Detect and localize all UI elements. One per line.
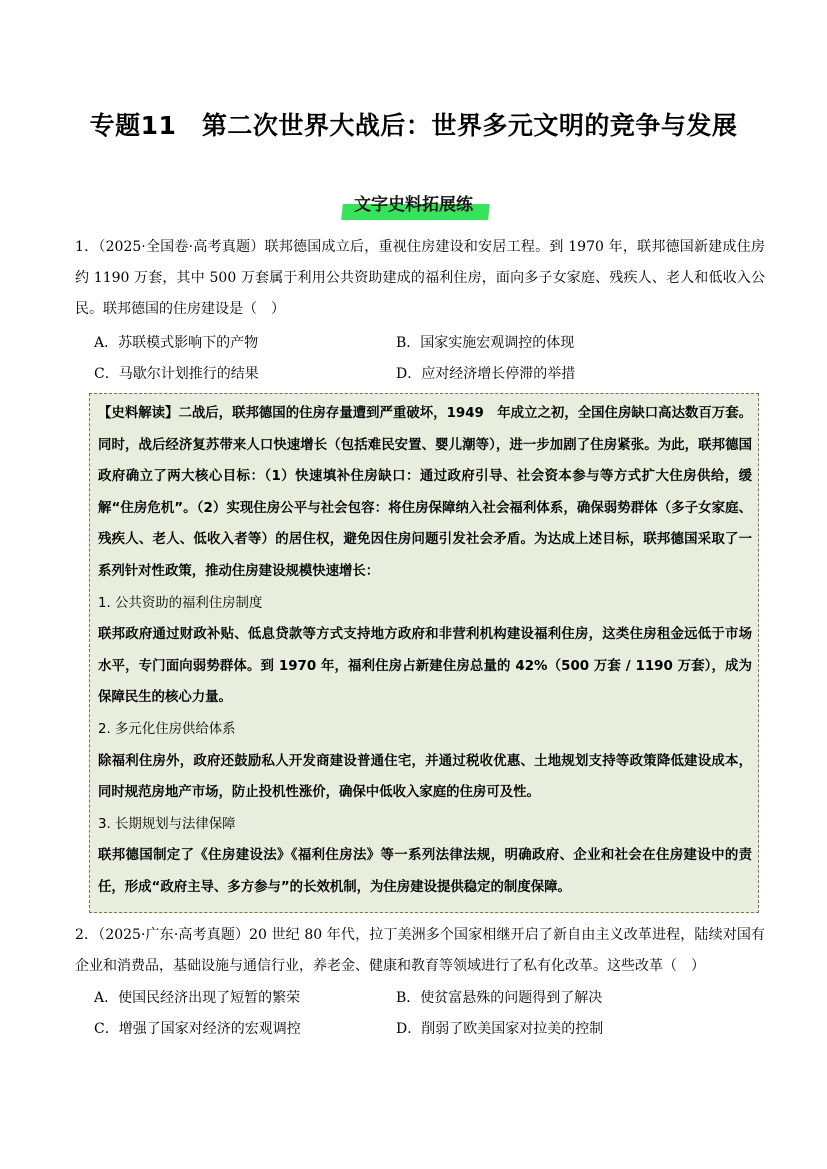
option-b[interactable]: B．国家实施宏观调控的体现 [396, 335, 575, 351]
section-header [0, 193, 827, 217]
question-1-options [94, 328, 754, 390]
option-d[interactable]: D．应对经济增长停滞的举措 [396, 366, 576, 382]
analysis-heading-1: 1. 公共资助的福利住房制度 [98, 595, 263, 611]
section-label-text: 文字史料拓展练 [354, 195, 473, 215]
option-c[interactable]: C．马歇尔计划推行的结果 [94, 366, 259, 382]
page-title: 专题11 第二次世界大战后：世界多元文明的竞争与发展 [89, 111, 738, 140]
analysis-para-2: 除福利住房外，政府还鼓励私人开发商建设普通住宅，并通过税收优惠、土地规划支持等政策降低建设成本，同时规范房地产市场，防止投机性涨价，确保中低收入家庭的住房可及性。 [98, 753, 752, 801]
source-analysis-box [89, 393, 759, 913]
option-c[interactable]: C．增强了国家对经济的宏观调控 [94, 1021, 301, 1037]
option-a[interactable]: A．使国民经济出现了短暂的繁荣 [94, 990, 301, 1006]
analysis-para-3: 联邦德国制定了《住房建设法》《福利住房法》等一系列法律法规，明确政府、企业和社会在住房建设中的责任，形成“政府主导、多方参与”的长效机制，为住房建设提供稳定的制度保障。 [98, 848, 752, 895]
analysis-intro: 【史料解读】二战后，联邦德国的住房存量遭到严重破坏，1949 年成立之初，全国住房缺口高达数百万套。同时，战后经济复苏带来人口快速增长（包括难民安置、婴儿潮等），进一步加剧了住房紧张。为此，联邦德国政府确立了两大核心目标：（1）快速填补住房缺口：通过政府引导、社会资本参与等方式扩大住房供给，缓解“住房危机”。（2）实现住房公平与社会包容：将住房保障纳入社会福利体系，确保弱势群体（多子女家庭、残疾人、老人、低收入者等）的居住权，避免因住房问题引发社会矛盾。为达成上述目标，联邦德国采取了一系列针对性政策，推动住房建设规模快速增长： [98, 406, 752, 579]
question-2-options [94, 983, 754, 1045]
option-a[interactable]: A．苏联模式影响下的产物 [94, 335, 259, 351]
analysis-heading-3: 3. 长期规划与法律保障 [98, 816, 236, 832]
option-d[interactable]: D．削弱了欧美国家对拉美的控制 [396, 1021, 604, 1037]
section-label [348, 193, 479, 217]
question-1-stem: 1．（2025·全国卷·高考真题）联邦德国成立后，重视住房建设和安居工程。到 1970 年，联邦德国新建成住房约 1190 万套，其中 500 万套属于利用公共资助建成的福利住房，面向多子女家庭、残疾人、老人和低收入公民。联邦德国的住房建设是（ ） [75, 239, 765, 317]
analysis-heading-2: 2. 多元化住房供给体系 [98, 721, 236, 737]
question-2-stem: 2．（2025·广东·高考真题）20 世纪 80 年代，拉丁美洲多个国家相继开启了新自由主义改革进程，陆续对国有企业和消费品，基础设施与通信行业，养老金、健康和教育等领域进行了私有化改革。这些改革（ ） [75, 927, 765, 974]
option-b[interactable]: B．使贫富悬殊的问题得到了解决 [396, 990, 603, 1006]
analysis-para-1: 联邦政府通过财政补贴、低息贷款等方式支持地方政府和非营利机构建设福利住房，这类住房租金远低于市场水平，专门面向弱势群体。到 1970 年，福利住房占新建住房总量的 42%（500 万套 / 1190 万套），成为保障民生的核心力量。 [98, 627, 752, 706]
